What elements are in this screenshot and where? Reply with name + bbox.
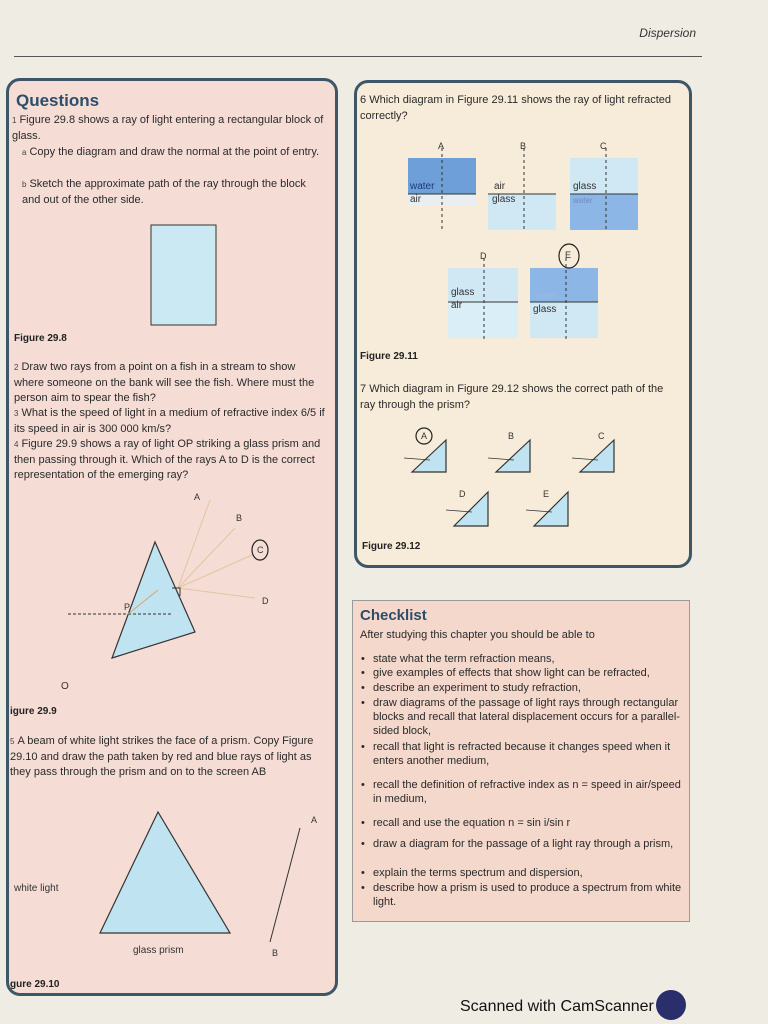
prism-29-10 [100,812,230,933]
fig-29-12-label-e: E [543,489,550,499]
fig-29-10-screen-b: B [272,948,279,958]
question-5 [10,734,326,781]
fig-29-11-label-e: E [565,250,572,260]
question-6-text: Which diagram in Figure 29.11 shows the ray of light refracted correctly? [360,94,672,122]
checklist-intro: After studying this chapter you should be able to [360,629,595,641]
question-6-number: 6 [360,94,367,106]
fig-29-12-label-d: D [459,489,466,499]
fig-29-11-d-bottom: air [451,300,463,311]
glass-block [151,225,216,325]
question-5-text: A beam of white light strikes the face of a prism. Copy Figure 29.10 and draw the path taken by red and blue rays of light as they pass through the prism and on to the screen AB [10,735,314,778]
ray-prism-d [446,510,472,512]
question-3-number: 3 [14,409,19,418]
fig-29-9-label-d: D [262,596,269,606]
prism-a [412,440,446,472]
fig-29-11-label-a: A [438,141,445,151]
ray-prism-e [526,510,552,512]
question-1a-label: a [22,148,27,157]
fig-29-10-white-light: white light [14,883,59,894]
fig-29-10-screen-a: A [311,815,318,825]
question-7 [360,382,680,413]
fig-29-12-label-c: C [598,431,605,441]
question-4 [14,437,326,484]
fig-29-9-label-b: B [236,513,243,523]
question-2-number: 2 [14,363,19,372]
question-4-number: 4 [14,440,19,449]
question-2-text: Draw two rays from a point on a fish in a stream to show where someone on the bank will see the fish. Where must the person aim to spear the fish? [14,361,315,404]
ray-b [178,528,235,588]
question-1-number: 1 [12,116,17,125]
fig-29-11-d-top: glass [451,287,475,298]
checklist-item: • explain the terms spectrum and dispersion, [373,866,683,880]
question-7-number: 7 [360,383,367,395]
figure-29-9-caption: igure 29.9 [10,706,57,717]
figure-29-12-caption: Figure 29.12 [362,541,421,552]
question-6 [360,93,680,124]
checklist-item: • recall the definition of refractive index as n = speed in air/speed in medium, [373,778,683,806]
fig-29-12-label-b: B [508,431,515,441]
question-1a-text: Copy the diagram and draw the normal at the point of entry. [29,146,320,158]
question-3-text: What is the speed of light in a medium of refractive index 6/5 if its speed in air is 300 000 km/s? [14,407,325,435]
fig-29-11-c-bottom: water [573,196,593,205]
fig-29-9-label-c: C [257,545,264,555]
fig-29-9-label-o: O [61,681,69,692]
fig-29-11-label-d: D [480,251,487,261]
fig-29-11-label-c: C [600,141,607,151]
running-title: Dispersion [639,26,696,40]
ray-a [178,500,210,588]
figure-29-11-caption: Figure 29.11 [360,351,418,362]
fig-29-9-label-p: P [124,602,131,612]
question-1b-text: Sketch the approximate path of the ray through the block and out of the other side. [22,178,306,206]
fig-29-10-glass-prism: glass prism [133,945,184,956]
fig-29-12-label-a: A [421,431,428,441]
prism-b [496,440,530,472]
fig-29-11-b-bottom: glass [492,194,516,205]
checklist-item: • describe an experiment to study refraction, [373,681,683,695]
question-1-text: Figure 29.8 shows a ray of light entering a rectangular block of glass. [12,114,324,142]
question-1b-label: b [22,180,27,189]
ray-d [178,588,255,598]
fig-29-11-a-bottom: air [410,194,422,205]
question-3 [14,406,326,437]
fig-29-11-a-top: water [410,181,435,192]
prism-29-9 [112,542,195,658]
fig-29-9-label-a: A [194,492,201,502]
checklist-item: • recall that light is refracted because it changes speed when it enters another medium, [373,740,683,768]
figure-29-8-diagram [0,0,340,350]
ray-c [178,555,252,588]
screen-ab [270,828,300,942]
figure-29-8-caption: Figure 29.8 [14,333,67,344]
fig-29-11-e-top: water [535,290,558,300]
checklist-item: • state what the term refraction means, [373,652,683,666]
checklist-item: • give examples of effects that show light can be refracted, [373,666,683,680]
question-4-text: Figure 29.9 shows a ray of light OP striking a glass prism and then passing through it. Which of the rays A to D is the correct representation of the emerging ray? [14,438,321,481]
checklist-item: • recall and use the equation n = sin i/sin r [373,816,683,830]
prism-c [580,440,614,472]
figure-29-9-diagram [0,480,340,710]
fig-29-11-b-top: air [494,181,506,192]
scanner-watermark: Scanned with CamScanner [460,998,654,1015]
questions-heading: Questions [16,91,100,110]
fig-29-11-c-top: glass [573,181,597,192]
question-7-text: Which diagram in Figure 29.12 shows the correct path of the ray through the prism? [360,383,664,411]
fig-29-11-e-bottom: glass [533,304,557,315]
checklist-item: • draw a diagram for the passage of a light ray through a prism, [373,837,683,851]
fig-29-11-label-b: B [520,141,527,151]
question-2 [14,360,326,407]
checklist-item: • describe how a prism is used to produce a spectrum from white light. [373,881,683,909]
figure-29-10-caption: gure 29.10 [10,979,60,990]
figure-29-11-diagram [400,140,650,345]
checklist-item: • draw diagrams of the passage of light rays through rectangular blocks and recall that lateral displacement occurs for a parallel-sided block, [373,696,683,738]
question-5-number: 5 [10,737,15,746]
camscanner-logo [656,990,686,1020]
checklist-heading: Checklist [360,607,427,624]
prism-e [534,492,568,526]
